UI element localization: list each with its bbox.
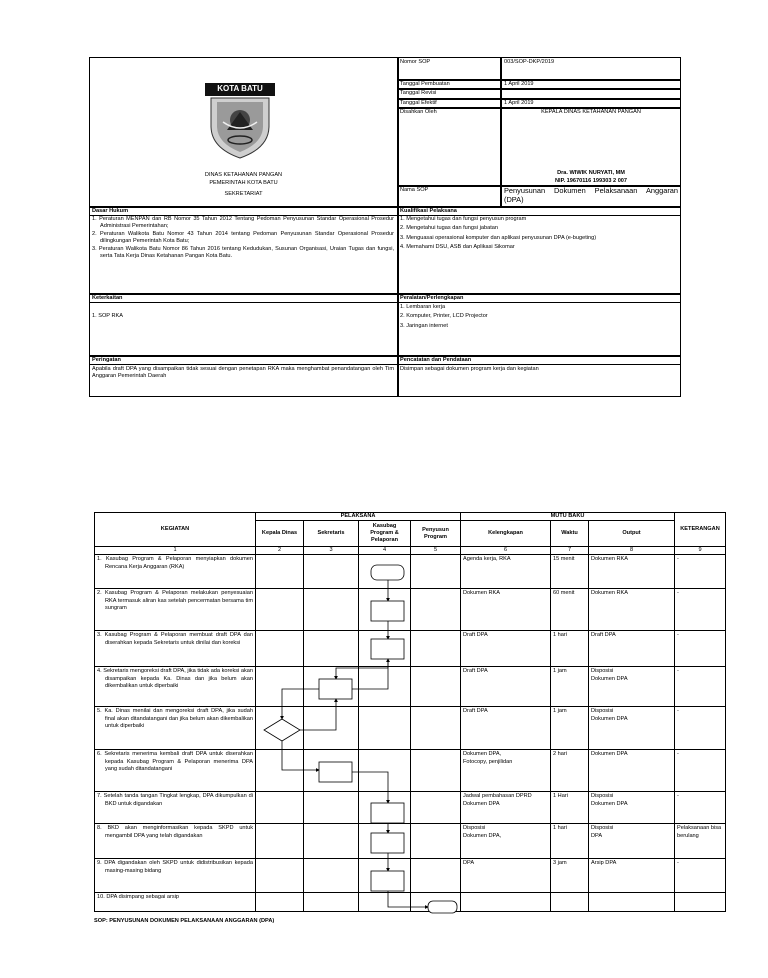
tanggal-efektif-value: 1 April 2019 [504,100,534,106]
process-box-4 [319,679,352,699]
col-number: 1 [95,547,256,555]
kelengkapan-cell: Dokumen DPA, Fotocopy, penjilidan [461,750,551,792]
nama-sop-label: Nama SOP [400,187,429,193]
pencatatan-title: Pencatatan dan Pendataan [400,357,472,363]
output-cell: Disposisi DPA [589,824,675,859]
waktu-cell: 1 jam [551,667,589,707]
col-number: 9 [675,547,726,555]
col-number: 6 [461,547,551,555]
kelengkapan-cell: Disposisi Dokumen DPA, [461,824,551,859]
waktu-cell: 1 hari [551,631,589,667]
col-number: 4 [359,547,411,555]
keterangan-cell: - [675,589,726,631]
kegiatan-cell: 4. Sekretaris mengoreksi draft DPA, jika tidak ada koreksi akan disampaikan kepada Ka. Dinas dan jika belum akan dikembalikan untuk diperbaiki [95,667,256,707]
org-line1: DINAS KETAHANAN PANGAN [204,172,283,178]
mutu-kelengkapan: Kelengkapan [461,521,551,547]
output-cell: Disposisi Dokumen DPA [589,707,675,750]
kegiatan-cell: 9. DPA digandakan oleh SKPD untuk didistribusikan kepada masing-masing bidang [95,859,256,893]
kegiatan-cell: 5. Ka. Dinas menilai dan mengoreksi draft DPA, jika sudah final akan ditandatangani dan jika belum akan dikembalikan untuk diperbaiki [95,707,256,750]
peringatan-title: Peringatan [92,357,121,363]
keterangan-cell: - [675,707,726,750]
peralatan-item: 2. Komputer, Printer, LCD Projector [400,313,488,320]
nama-sop-value: Penyusunan Dokumen Pelaksanaan Anggaran (DPA) [504,186,678,204]
kelengkapan-cell: DPA [461,859,551,893]
col-kegiatan: KEGIATAN [95,513,256,547]
output-cell: Arsip DPA [589,859,675,893]
process-box-7 [371,803,404,823]
pencatatan-text: Disimpan sebagai dokumen program kerja dan kegiatan [400,366,539,372]
tanggal-pembuatan-label: Tanggal Pembuatan [400,81,450,87]
actor-kasubag: Kasubag Program & Pelaporan [359,521,411,547]
flow-footer: SOP: PENYUSUNAN DOKUMEN PELAKSANAAN ANGGARAN (DPA) [94,918,275,924]
kelengkapan-cell: Draft DPA [461,631,551,667]
kualifikasi-item: 3. Menguasai operasional komputer dan aplikasi penyusunan DPA (e-bugeting) [400,234,597,241]
nomor-value: 003/SOP-DKP/2019 [504,59,555,65]
waktu-cell: 1 jam [551,707,589,750]
disahkan-value: KEPALA DINAS KETAHANAN PANGAN [541,109,641,115]
col-keterangan: KETERANGAN [675,513,726,547]
col-mutu-baku: MUTU BAKU [461,513,675,521]
col-number: 5 [411,547,461,555]
keterangan-cell: - [675,859,726,893]
waktu-cell: 60 menit [551,589,589,631]
process-box-2 [371,601,404,621]
tanggal-revisi-label: Tanggal Revisi [400,90,437,96]
kualifikasi-item: 1. Mengetahui tugas dan fungsi penyusun program [400,216,527,222]
dasar-hukum-item: 1. Peraturan MENPAN dan RB Nomor 35 Tahun 2012 Tentang Pedoman Penyusunan Standar Operasional Prosedur Administrasi Pemerintahan; [92,216,394,230]
keterangan-cell: - [675,555,726,589]
keterkaitan-item: 1. SOP RKA [92,313,123,319]
kegiatan-cell: 2. Kasubag Program & Pelaporan melakukan penyesuaian RKA termasuk aliran kas setelah pencermatan bersama tim sungram [95,589,256,631]
keterkaitan-title: Keterkaitan [92,295,123,301]
mutu-output: Output [589,521,675,547]
process-box-8 [371,833,404,853]
org-line3: SEKRETARIAT [224,191,263,197]
disahkan-label: Disahkan Oleh [400,109,437,115]
waktu-cell: 3 jam [551,859,589,893]
waktu-cell: 1 hari [551,824,589,859]
dasar-hukum-item: 2. Peraturan Walikota Batu Nomor 43 Tahun 2014 tentang Pedoman Penyusunan Standar Operasional Prosedur dilingkungan Pemerintah Kota Batu; [92,230,394,245]
actor-kepala-dinas: Kepala Dinas [256,521,304,547]
kelengkapan-cell: Draft DPA [461,707,551,750]
col-number: 2 [256,547,304,555]
keterangan-cell: - [675,750,726,792]
output-cell: Dokumen DPA [589,750,675,792]
terminator-end [428,901,457,913]
output-cell: Disposisi Dokumen DPA [589,792,675,824]
actor-sekretaris: Sekretaris [304,521,359,547]
nomor-label: Nomor SOP [400,59,431,65]
dasar-hukum-item: 3. Peraturan Walikota Batu Nomor 86 Tahun 2016 tentang Kedudukan, Susunan Organisasi, Uraian Tugas dan fungsi, serta Tata Kerja Dinas Ketahanan Pangan Kota Batu. [92,245,394,260]
kegiatan-cell: 3. Kasubag Program & Pelaporan membuat draft DPA dan diserahkan kepada Sekretaris untuk dinilai dan koreksi [95,631,256,667]
kualifikasi-title: Kualifikasi Pelaksana [400,208,457,214]
kegiatan-cell: 7. Setelah tanda tangan Tingkat lengkap, DPA dikumpulkan di BKD untuk digandakan [95,792,256,824]
kualifikasi-item: 4. Memahami DSU, ASB dan Aplikasi Sikomar [400,244,515,251]
waktu-cell: 1 Hari [551,792,589,824]
kegiatan-cell: 8. BKD akan menginformasikan kepada SKPD untuk mengambil DPA yang telah digandakan [95,824,256,859]
output-cell: Dokumen RKA [589,589,675,631]
kegiatan-cell: 1. Kasubag Program & Pelaporan menyiapkan dokumen Rencana Kerja Anggaran (RKA) [95,555,256,589]
waktu-cell: 15 menit [551,555,589,589]
keterangan-cell: Pelaksanaan bisa berulang [675,824,726,859]
process-box-3 [371,639,404,659]
kegiatan-cell: 10. DPA disimpang sebagai arsip [95,893,256,912]
kelengkapan-cell: Dokumen RKA [461,589,551,631]
kegiatan-cell: 6. Sekretaris menerima kembali draft DPA untuk diserahkan kepada Kasubag Program & Pelaporan menerima DPA yang sudah ditandatangani [95,750,256,792]
tanggal-efektif-label: Tanggal Efektif [400,100,437,106]
peralatan-title: Peralatan/Perlengkapan [400,295,464,301]
kelengkapan-cell: Draft DPA [461,667,551,707]
tanggal-pembuatan-value: 1 April 2019 [504,81,534,87]
logo-text: KOTA BATU [217,84,263,93]
pejabat-nip: NIP. 19670116 199303 2 007 [554,178,628,184]
mutu-waktu: Waktu [551,521,589,547]
terminator-start [371,565,404,580]
org-line2: PEMERINTAH KOTA BATU [209,180,278,186]
keterangan-cell: - [675,667,726,707]
actor-penyusun: Penyusun Program [411,521,461,547]
output-cell: Dokumen RKA [589,555,675,589]
peringatan-text: Apabila draft DPA yang disampaikan tidak sesuai dengan penetapan RKA maka menghambat penandatangan oleh Tim Anggaran Pemerintah Daerah [92,366,394,380]
pejabat-nama: Dra. WIWIK NURYATI, MM [557,170,625,176]
kelengkapan-cell: Agenda kerja, RKA [461,555,551,589]
col-number: 8 [589,547,675,555]
col-number: 7 [551,547,589,555]
output-cell: Disposisi Dokumen DPA [589,667,675,707]
output-cell: Draft DPA [589,631,675,667]
kualifikasi-item: 2. Mengetahui tugas dan fungsi jabatan [400,225,498,232]
peralatan-item: 3. Jaringan internet [400,322,448,329]
keterangan-cell: - [675,792,726,824]
keterangan-cell: - [675,631,726,667]
col-pelaksana: PELAKSANA [256,513,461,521]
process-box-9 [371,871,404,891]
decision-diamond-5 [264,719,300,741]
kelengkapan-cell: Jadwal pembahasan DPRD Dokumen DPA [461,792,551,824]
waktu-cell: 2 hari [551,750,589,792]
peralatan-item: 1. Lembaran kerja [400,304,446,310]
dasar-hukum-title: Dasar Hukum [92,208,129,214]
process-box-6 [319,762,352,782]
col-number: 3 [304,547,359,555]
